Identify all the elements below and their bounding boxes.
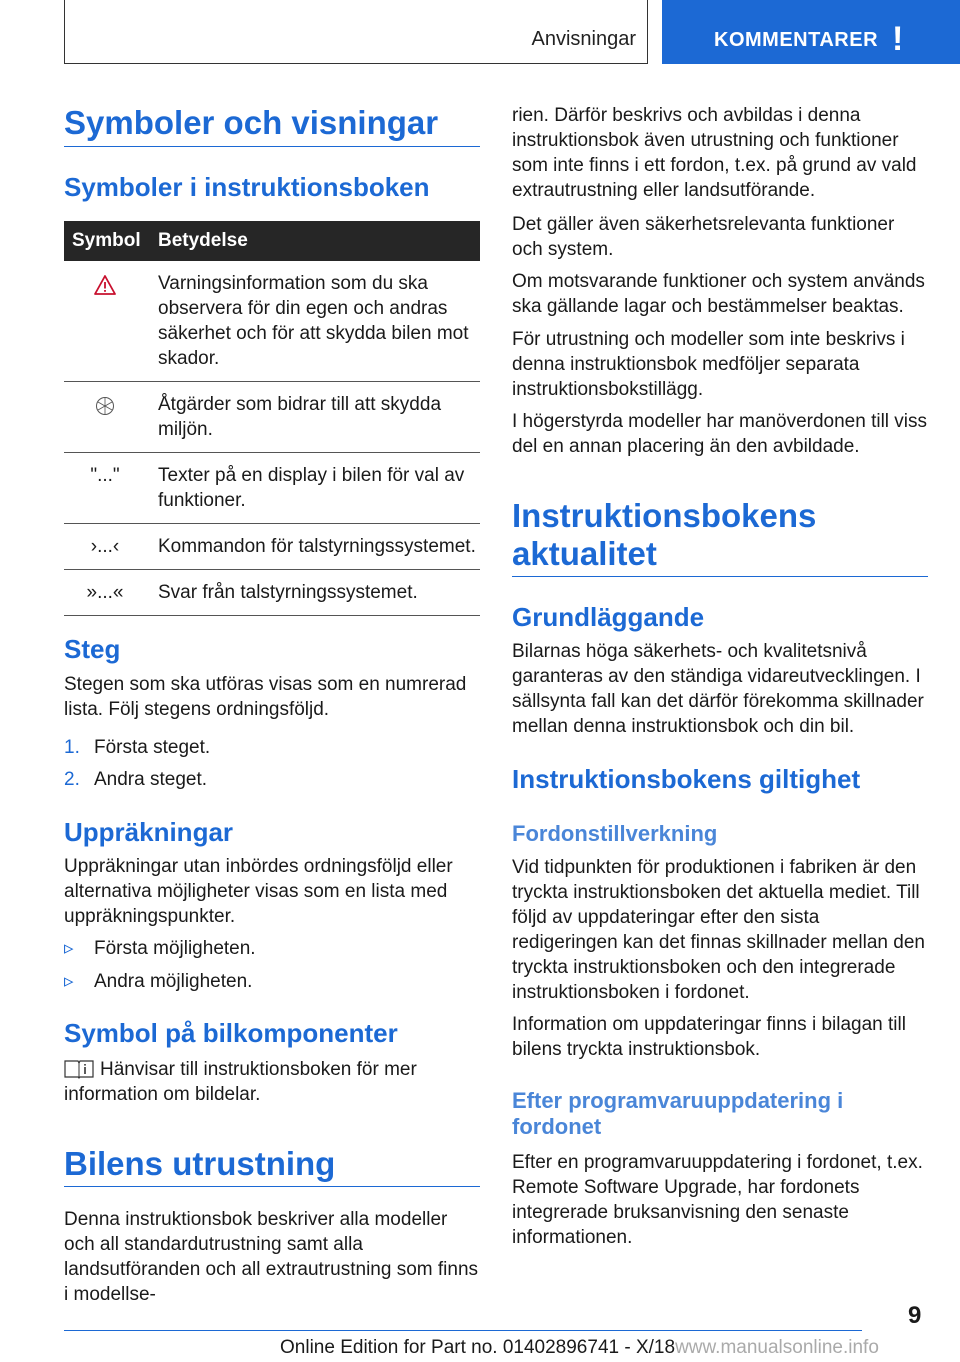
- symbols-heading: Symboler i instruktionsboken: [64, 172, 430, 202]
- upprakningar-text: Uppräkningar utan inbördes ordningsföljd eller alternativa möjligheter visas som en lista med uppräkningspunkter.: [64, 856, 453, 927]
- table-row: [64, 524, 480, 570]
- table-row: [64, 570, 480, 616]
- grundlaggande-heading: Grundläggande: [512, 602, 705, 632]
- steg-text: Stegen som ska utföras visas som en numrerad lista. Följ stegens ordningsföljd.: [64, 674, 467, 720]
- table-row: [64, 261, 480, 382]
- symbol-cell: »...«: [64, 570, 150, 616]
- edition-text: Online Edition for Part no. 01402896741 - X/18: [280, 1337, 676, 1358]
- paragraph: Information om uppdateringar finns i bilagan till bilens tryckta instruktionsbok.: [512, 1014, 906, 1060]
- section-rule: [64, 1186, 480, 1187]
- environment-icon: [95, 396, 115, 416]
- watermark: www.manualsonline.info: [675, 1337, 879, 1358]
- meaning-cell: Varningsinformation som du ska observera för din egen och andras säkerhet och för att skydda bilen mot skador.: [150, 261, 480, 382]
- meaning-cell: Åtgärder som bidrar till att skydda miljön.: [150, 382, 480, 453]
- paragraph: För utrustning och modeller som inte beskrivs i denna instruktionsbok medföljer separata instruktionsbokstillägg.: [512, 329, 905, 400]
- bilkomponenter-block: [64, 1057, 480, 1107]
- bilkomponenter-text: Hänvisar till instruktionsboken för mer information om bildelar.: [64, 1059, 417, 1105]
- table-header-row: [64, 221, 480, 261]
- symbol-cell: "...": [64, 453, 150, 524]
- steg-heading: Steg: [64, 634, 121, 664]
- meaning-cell: Svar från talstyrningssystemet.: [150, 570, 480, 616]
- bilens-utrustning-text: Denna instruktionsbok beskriver alla modeller och all standardutrustning samt alla landsutföranden och all extrautrustning som finns i modellse-: [64, 1209, 479, 1305]
- step-number: 1.: [64, 737, 80, 758]
- column-header: Symbol: [64, 221, 150, 261]
- warning-triangle-icon: [94, 275, 116, 295]
- symbol-table-wrap: [64, 221, 480, 616]
- section-rule: [512, 576, 928, 577]
- bullet-text: Andra möjligheten.: [94, 971, 253, 992]
- aktualitet-heading: Instruktionsbokens aktualitet: [512, 497, 817, 572]
- paragraph: I högerstyrda modeller har manöverdonen till viss del en annan placering än den avbildade.: [512, 411, 928, 457]
- bullet-icon: ▹: [64, 938, 74, 959]
- symbol-table: [64, 221, 480, 616]
- footer-edition: [280, 1337, 879, 1359]
- symbol-cell: [64, 382, 150, 453]
- tab-label: KOMMENTARER: [714, 29, 879, 51]
- giltighet-heading: Instruktionsbokens giltighet: [512, 764, 861, 794]
- step-number: 2.: [64, 769, 80, 790]
- exclamation-icon: !: [892, 20, 904, 58]
- fordonstillverkning-heading: Fordonstillverkning: [512, 821, 718, 846]
- column-header: Betydelse: [150, 221, 480, 261]
- page-number: 9: [908, 1302, 922, 1329]
- table-row: [64, 453, 480, 524]
- symbol-cell: [64, 261, 150, 382]
- bilens-utrustning-heading: Bilens utrustning: [64, 1145, 336, 1182]
- paragraph: Det gäller även säkerhetsrelevanta funktioner och system.: [512, 214, 895, 260]
- meaning-cell: Texter på en display i bilen för val av funktioner.: [150, 453, 480, 524]
- step-text: Första steget.: [94, 737, 211, 758]
- table-row: [64, 382, 480, 453]
- step-text: Andra steget.: [94, 769, 208, 790]
- upprakningar-heading: Uppräkningar: [64, 817, 234, 847]
- paragraph: Om motsvarande funktioner och system används ska gällande lagar och bestämmelser beaktas.: [512, 271, 925, 317]
- footer-rule: [64, 1330, 862, 1331]
- paragraph: rien. Därför beskrivs och avbildas i denna instruktionsbok även utrustning och funktioner som inte finns i ett fordon, t.ex. på grund av vald extrautrustning eller landsutförande.: [512, 105, 917, 201]
- efter-uppdatering-heading: Efter programvaruuppdatering i fordonet: [512, 1088, 844, 1140]
- fordonstillverkning-text: Vid tidpunkten för produktionen i fabriken är den tryckta instruktionsboken det aktuella mediet. Till följd av uppdateringar efter den sista redigeringen kan det finnas skillnader mellan den tryckta instruktionsboken och den integrerade instruktionsboken i fordonet.: [512, 857, 925, 1003]
- title-rule: [64, 146, 480, 147]
- page-title: Symboler och visningar: [64, 104, 439, 141]
- symbol-cell: ›...‹: [64, 524, 150, 570]
- manual-book-icon: [64, 1059, 94, 1079]
- tab-kommentarer[interactable]: [662, 0, 960, 64]
- section-title: Anvisningar: [531, 28, 636, 50]
- bilkomponenter-heading: Symbol på bilkomponenter: [64, 1018, 398, 1048]
- bullet-icon: ▹: [64, 971, 74, 992]
- efter-uppdatering-text: Efter en programvaruuppdatering i fordonet, t.ex. Remote Software Upgrade, har fordonets integrerade bruksanvisning den senaste informationen.: [512, 1152, 923, 1248]
- meaning-cell: Kommandon för talstyrningssystemet.: [150, 524, 480, 570]
- bullet-text: Första möjligheten.: [94, 938, 256, 959]
- grundlaggande-text: Bilarnas höga säkerhets- och kvalitetsnivå garanteras av den ständiga vidareutvecklingen. I sällsynta fall kan det därför förekomma skillnader mellan denna instruktionsbok och din bil.: [512, 641, 924, 737]
